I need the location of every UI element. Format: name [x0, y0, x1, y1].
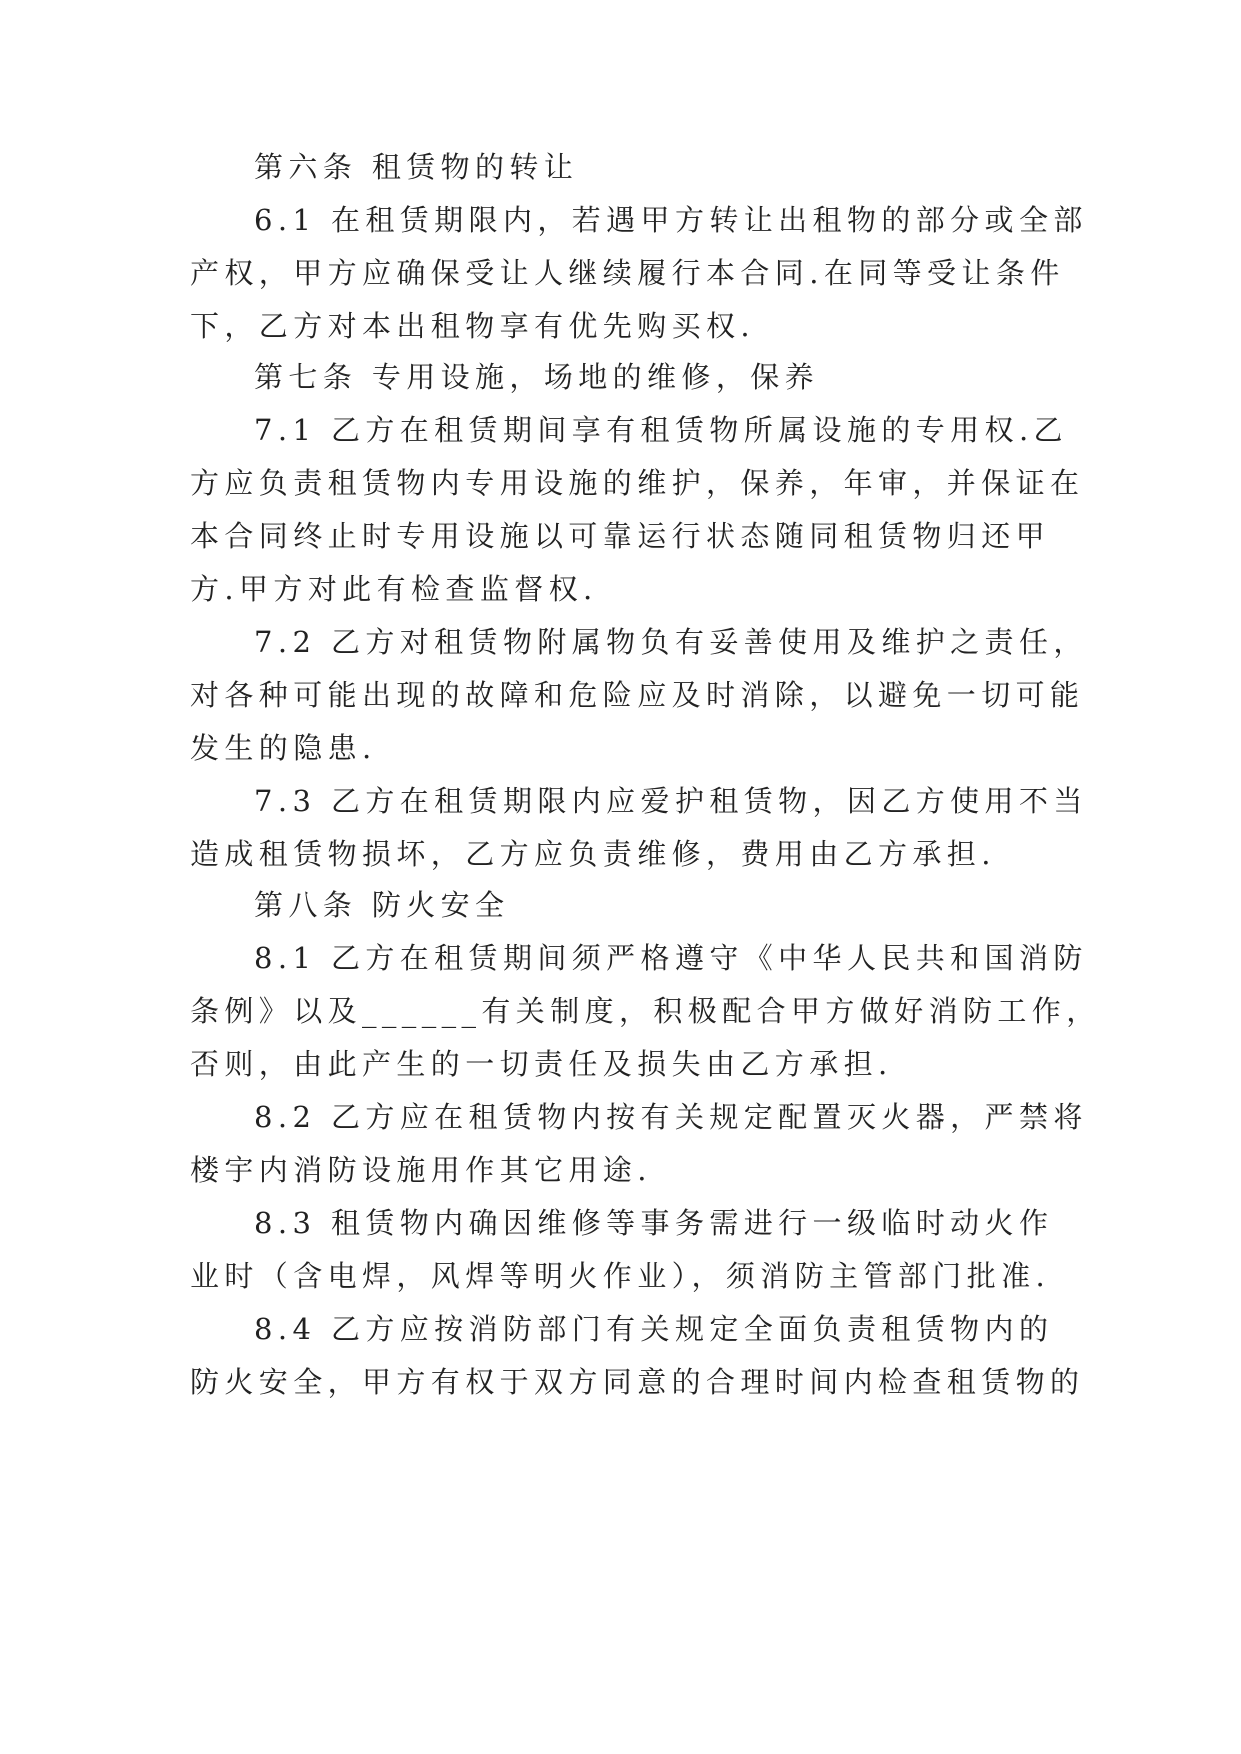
clause-7-3-line-2: 造成租赁物损坏，乙方应负责维修，费用由乙方承担. [190, 837, 996, 871]
clause-7-1-line-1: 7.1 乙方在租赁期间享有租赁物所属设施的专用权.乙 [254, 413, 1068, 447]
clause-8-3-line-2: 业时（含电焊，风焊等明火作业），须消防主管部门批准. [190, 1259, 1051, 1293]
clause-7-2-line-2: 对各种可能出现的故障和危险应及时消除，以避免一切可能 [190, 678, 1085, 712]
article-8-heading: 第八条 防火安全 [254, 888, 510, 922]
article-7-heading: 第七条 专用设施，场地的维修，保养 [254, 360, 820, 394]
clause-7-1-line-2: 方应负责租赁物内专用设施的维护，保养，年审，并保证在 [190, 466, 1085, 500]
clause-7-1-line-3: 本合同终止时专用设施以可靠运行状态随同租赁物归还甲 [190, 519, 1051, 553]
clause-8-1-line-1: 8.1 乙方在租赁期间须严格遵守《中华人民共和国消防 [254, 941, 1088, 975]
clause-8-1-line-2: 条例》以及______有关制度，积极配合甲方做好消防工作， [190, 994, 1101, 1028]
clause-8-3-line-1: 8.3 租赁物内确因维修等事务需进行一级临时动火作 [254, 1206, 1054, 1240]
clause-8-4-line-1: 8.4 乙方应按消防部门有关规定全面负责租赁物内的 [254, 1312, 1054, 1346]
clause-6-1-line-3: 下，乙方对本出租物享有优先购买权. [190, 309, 756, 343]
clause-8-4-line-2: 防火安全，甲方有权于双方同意的合理时间内检查租赁物的 [190, 1365, 1085, 1399]
clause-7-3-line-1: 7.3 乙方在租赁期限内应爱护租赁物，因乙方使用不当 [254, 784, 1088, 818]
article-6-heading: 第六条 租赁物的转让 [254, 150, 579, 184]
clause-7-2-line-1: 7.2 乙方对租赁物附属物负有妥善使用及维护之责任， [254, 625, 1088, 659]
clause-6-1-line-1: 6.1 在租赁期限内，若遇甲方转让出租物的部分或全部 [254, 203, 1088, 237]
clause-8-2-line-2: 楼宇内消防设施用作其它用途. [190, 1153, 652, 1187]
clause-8-1-line-3: 否则，由此产生的一切责任及损失由乙方承担. [190, 1047, 893, 1081]
clause-7-2-line-3: 发生的隐患. [190, 731, 377, 765]
clause-7-1-line-4: 方.甲方对此有检查监督权. [190, 572, 598, 606]
clause-8-2-line-1: 8.2 乙方应在租赁物内按有关规定配置灭火器，严禁将 [254, 1100, 1088, 1134]
clause-6-1-line-2: 产权，甲方应确保受让人继续履行本合同.在同等受让条件 [190, 256, 1065, 290]
